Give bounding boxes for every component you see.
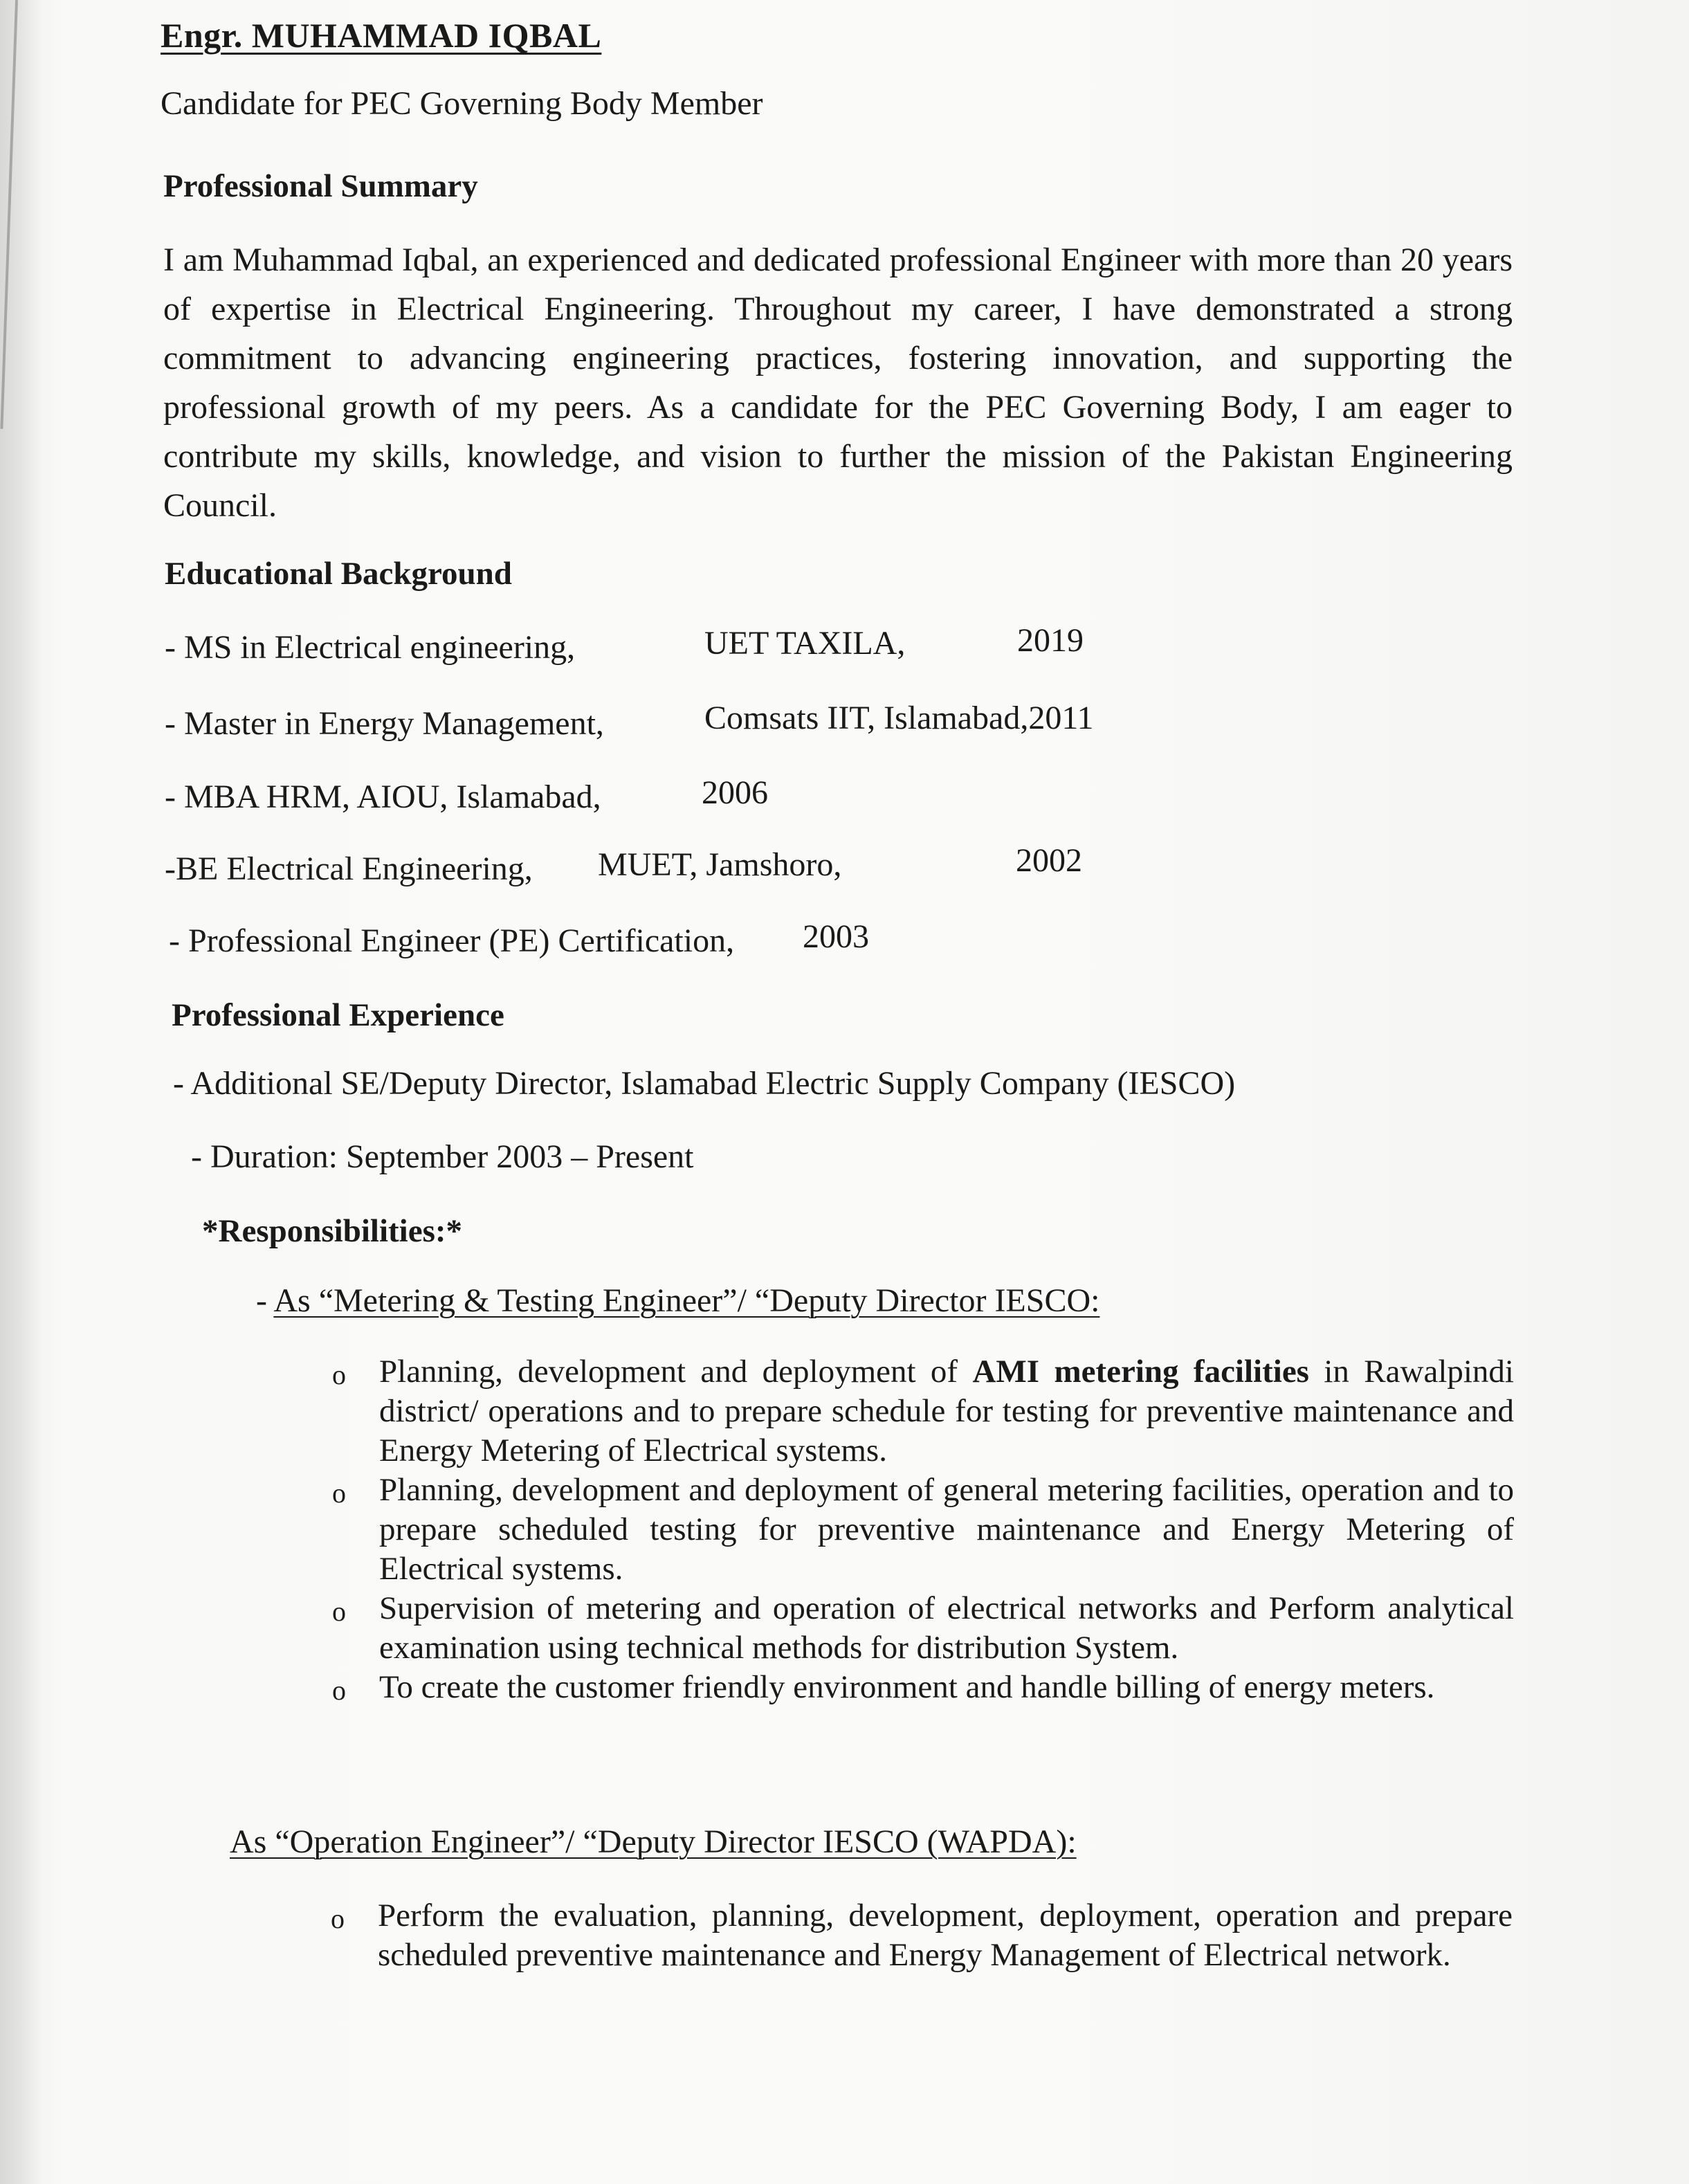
candidate-name: Engr. MUHAMMAD IQBAL <box>161 16 602 55</box>
experience-heading: Professional Experience <box>172 997 504 1033</box>
summary-paragraph: I am Muhammad Iqbal, an experienced and dedicated professional Engineer with more than 20 years of expertise in Electrical Engineering. Throughout my career, I have demonstrated a strong commitment to advancing engineering practices, fostering innovation, and supporting the professional growth of my peers. As a candidate for the PEC Governing Body, I am eager to contribute my skills, knowledge, and vision to further the mission of the Pakistan Engineering Council. <box>163 242 1513 524</box>
bullet-text: Planning, development and deployment of general metering facilities, operation and to prepare scheduled testing for preventive maintenance and Energy Metering of Electrical systems. <box>379 1472 1514 1587</box>
role1-title-text: As “Metering & Testing Engineer”/ “Deputy Director IESCO: <box>273 1282 1100 1319</box>
role2-title <box>230 1823 1077 1861</box>
list-item <box>332 1668 1514 1707</box>
role1-dash: - <box>256 1282 274 1319</box>
bullet-text: Supervision of metering and operation of electrical networks and Perform analytical examination using technical methods for distribution System. <box>379 1590 1514 1666</box>
education-degree: - MS in Electrical engineering, <box>165 629 576 666</box>
education-degree: - Professional Engineer (PE) Certification, <box>169 922 735 959</box>
education-degree: -BE Electrical Engineering, <box>165 850 533 887</box>
bullet-marker: o <box>332 1359 346 1390</box>
education-year: 2019 <box>1017 622 1084 659</box>
education-institution: MUET, Jamshoro, <box>598 846 842 883</box>
education-heading: Educational Background <box>165 556 512 592</box>
education-institution: Comsats IIT, Islamabad,2011 <box>704 700 1094 736</box>
candidate-subtitle: Candidate for PEC Governing Body Member <box>161 85 763 122</box>
education-degree: - Master in Energy Management, <box>165 705 604 742</box>
list-item <box>332 1589 1514 1668</box>
experience-position: - Additional SE/Deputy Director, Islamabad Electric Supply Company (IESCO) <box>173 1065 1236 1102</box>
bullet-marker: o <box>332 1675 346 1706</box>
summary-heading: Professional Summary <box>163 168 478 204</box>
bullet-text: Perform the evaluation, planning, development, deployment, operation and prepare scheduled preventive maintenance and Energy Management of Electrical network. <box>378 1898 1513 1973</box>
education-institution: UET TAXILA, <box>704 625 906 662</box>
list-item <box>332 1471 1514 1589</box>
education-degree: - MBA HRM, AIOU, Islamabad, <box>165 779 601 815</box>
bullet-marker: o <box>331 1903 345 1934</box>
bullet-marker: o <box>332 1477 346 1509</box>
role1-title <box>256 1282 1099 1320</box>
list-item <box>332 1352 1514 1471</box>
bullet-marker: o <box>332 1596 346 1627</box>
experience-duration: - Duration: September 2003 – Present <box>191 1138 694 1175</box>
responsibilities-label: *Responsibilities:* <box>202 1213 463 1249</box>
bullet-text: To create the customer friendly environment and handle billing of energy meters. <box>379 1669 1435 1705</box>
role2-title-text: As “Operation Engineer”/ “Deputy Director IESCO (WAPDA): <box>230 1823 1077 1860</box>
bullet-text: Planning, development and deployment of AMI metering facilities in Rawalpindi district/ operations and to prepare schedule for testing for preventive maintenance and Energy Metering of Electrical systems. <box>379 1354 1514 1468</box>
education-year: 2002 <box>1016 842 1082 879</box>
list-item <box>331 1896 1513 1975</box>
education-institution: 2003 <box>803 918 869 955</box>
education-institution: 2006 <box>702 774 768 811</box>
bullet-bold-text: AMI metering facilities <box>972 1354 1309 1390</box>
